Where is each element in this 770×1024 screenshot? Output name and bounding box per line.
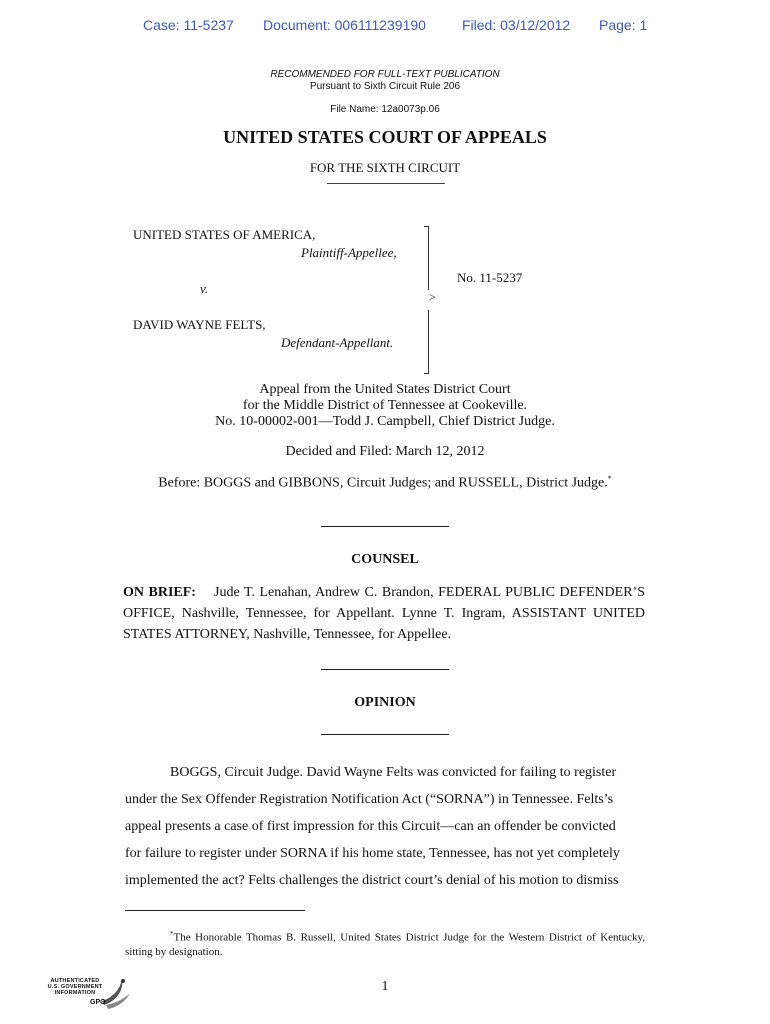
- gpo-mark: GPO: [90, 999, 106, 1006]
- appeal-line-3: No. 10-00002-001—Todd J. Campbell, Chief District Judge.: [215, 414, 555, 429]
- filed-date-stamp: Filed: 03/12/2012: [462, 17, 571, 33]
- on-brief-label: ON BRIEF:: [123, 585, 196, 600]
- section-divider: [321, 526, 449, 527]
- defendant-role: Defendant-Appellant.: [281, 335, 394, 350]
- rule-notice: Pursuant to Sixth Circuit Rule 206: [309, 81, 461, 92]
- opinion-body: [125, 759, 645, 894]
- decided-date: Decided and Filed: March 12, 2012: [285, 444, 485, 459]
- appeal-line-1: Appeal from the United States District Court: [259, 382, 511, 397]
- opinion-heading: OPINION: [354, 695, 416, 710]
- gpo-seal-text: AUTHENTICATED U.S. GOVERNMENT INFORMATION: [47, 978, 103, 996]
- opinion-line: for failure to register under SORNA if his home state, Tennessee, has not yet completely: [125, 846, 620, 861]
- case-number: No. 11-5237: [457, 270, 523, 285]
- opinion-line: implemented the act? Felts challenges the district court’s denial of his motion to dismiss: [125, 873, 619, 888]
- appeal-line-2: for the Middle District of Tennessee at Cookeville.: [242, 398, 528, 413]
- footnote-divider: [125, 910, 305, 911]
- file-name: File Name: 12a0073p.06: [330, 104, 440, 115]
- footnote-text: The Honorable Thomas B. Russell, United States District Judge for the Western District of Kentucky, sitting by designation.: [125, 931, 645, 958]
- section-divider: [321, 734, 449, 735]
- case-number-stamp: Case: 11-5237: [143, 17, 234, 33]
- counsel-paragraph: [123, 582, 645, 645]
- footnote-mark: *: [170, 930, 174, 938]
- defendant-name: DAVID WAYNE FELTS,: [133, 317, 266, 332]
- page-stamp: Page: 1: [599, 17, 648, 33]
- panel-judges: Before: BOGGS and GIBBONS, Circuit Judges; and RUSSELL, District Judge.: [158, 475, 608, 491]
- section-divider: [321, 669, 449, 670]
- plaintiff-name: UNITED STATES OF AMERICA,: [133, 227, 316, 242]
- publication-notice: RECOMMENDED FOR FULL-TEXT PUBLICATION: [270, 69, 500, 80]
- panel-line: [0, 474, 770, 492]
- eagle-icon: [94, 975, 134, 1015]
- plaintiff-role: Plaintiff-Appellee,: [301, 245, 397, 260]
- counsel-heading: COUNSEL: [351, 552, 419, 567]
- title-divider: [327, 183, 445, 184]
- court-title: UNITED STATES COURT OF APPEALS: [223, 127, 547, 147]
- circuit-name: FOR THE SIXTH CIRCUIT: [309, 160, 461, 175]
- versus: v.: [200, 281, 209, 296]
- counsel-text: Jude T. Lenahan, Andrew C. Brandon, FEDERAL PUBLIC DEFENDER’S OFFICE, Nashville, Tennessee, for Appellant. Lynne T. Ingram, ASSISTANT UNITED STATES ATTORNEY, Nashville, Tennessee, for Appellee.: [123, 585, 645, 642]
- ecf-header-stamp: [0, 17, 770, 37]
- footnote: [125, 927, 645, 959]
- footnote-marker: *: [607, 474, 612, 483]
- page-number: 1: [381, 979, 389, 994]
- gpo-authentication-seal: [44, 975, 134, 1015]
- document-number-stamp: Document: 006111239190: [263, 17, 426, 33]
- opinion-line: appeal presents a case of first impression for this Circuit—can an offender be convicted: [125, 819, 616, 834]
- opinion-line: BOGGS, Circuit Judge. David Wayne Felts was convicted for failing to register: [170, 765, 617, 780]
- bracket-point: >: [429, 290, 436, 304]
- opinion-line: under the Sex Offender Registration Notification Act (“SORNA”) in Tennessee. Felts’s: [125, 792, 614, 807]
